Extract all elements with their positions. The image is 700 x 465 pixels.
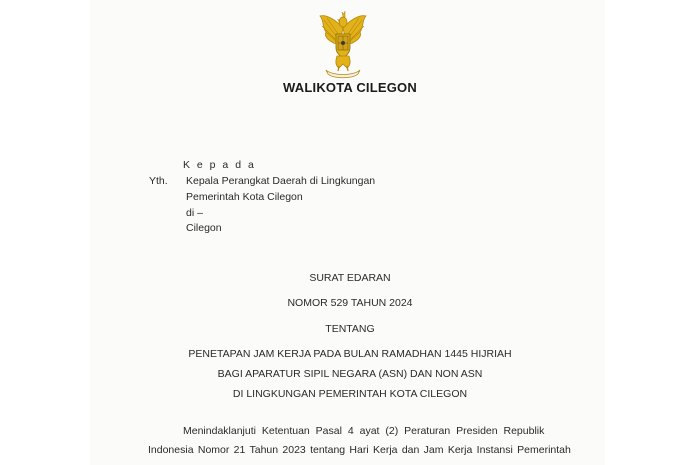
body-line-2: Indonesia Nomor 21 Tahun 2023 tentang Hari Kerja dan Jam Kerja Instansi Pemerintah [148,444,571,456]
yth-label: Yth. [149,175,168,187]
addressee-line-1: Kepala Perangkat Daerah di Lingkungan [186,175,376,187]
circular-subject-2: BAGI APARATUR SIPIL NEGARA (ASN) DAN NON ASN [217,368,483,380]
addressee-line-4: Cilegon [186,222,222,234]
circular-type: SURAT EDARAN [309,272,391,284]
circular-number: NOMOR 529 TAHUN 2024 [287,297,413,309]
body-line-1: Menindaklanjuti Ketentuan Pasal 4 ayat (2) Peraturan Presiden Republik [183,425,545,437]
garuda-emblem-icon [318,6,368,80]
circular-subject-3: DI LINGKUNGAN PEMERINTAH KOTA CILEGON [232,388,468,400]
kepada-label: K e p a d a [183,159,256,171]
circular-about: TENTANG [325,323,375,335]
issuer-title: WALIKOTA CILEGON [283,80,417,95]
circular-subject-1: PENETAPAN JAM KERJA PADA BULAN RAMADHAN 1445 HIJRIAH [188,348,512,360]
addressee-line-2: Pemerintah Kota Cilegon [186,191,303,203]
addressee-line-3: di – [186,207,203,219]
